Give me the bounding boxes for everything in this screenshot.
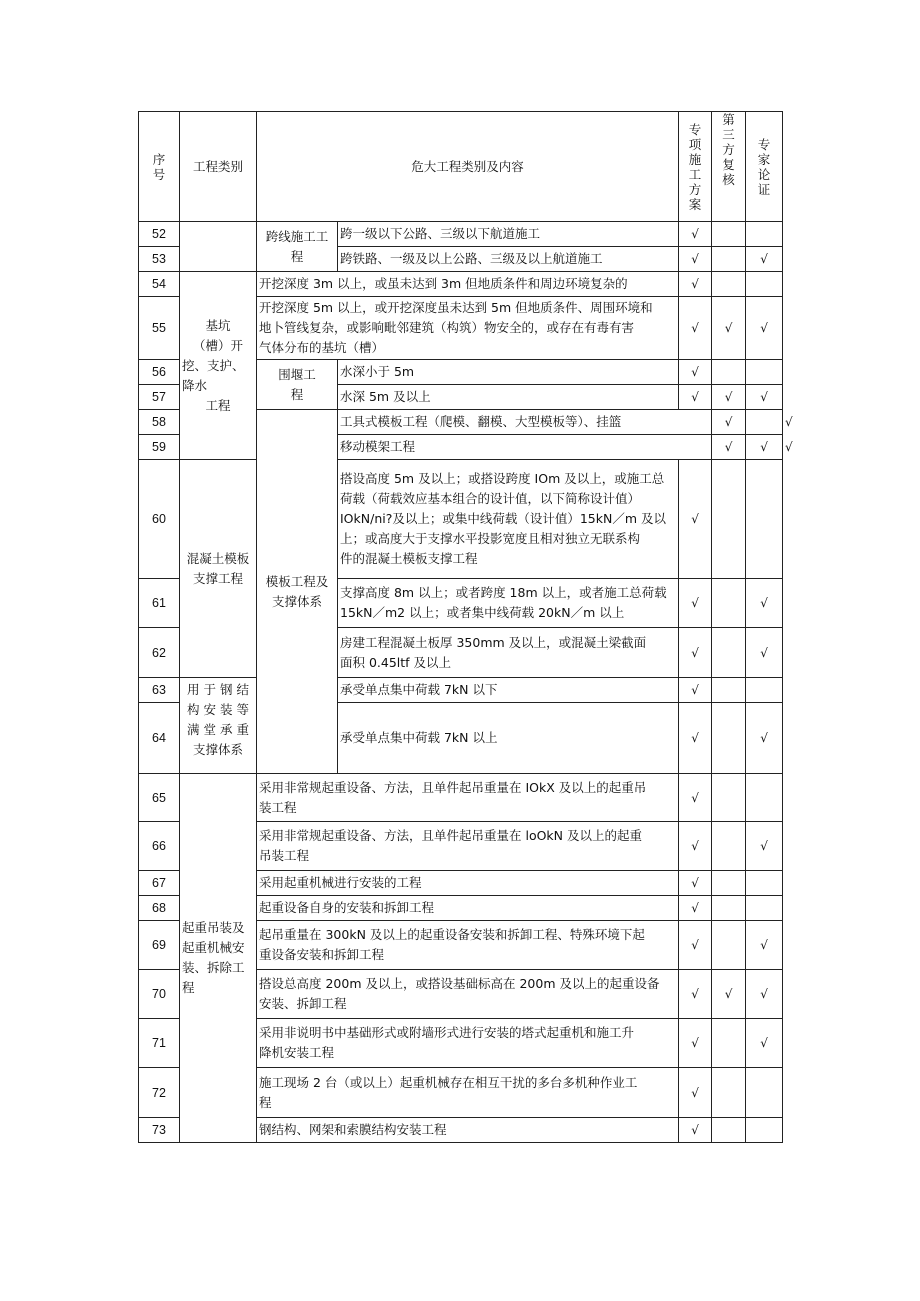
category-cell xyxy=(180,222,257,272)
text-line: 吊装工程 xyxy=(259,848,310,863)
text-line: 起吊重量在 300kN 及以上的起重设备安装和拆卸工程、特殊环境下起 xyxy=(259,927,645,942)
header-third-party-review xyxy=(712,112,746,222)
content-cell xyxy=(338,360,679,385)
text-line: 号 xyxy=(152,166,166,182)
table-row xyxy=(139,222,783,247)
text-line: 面积 0.45ltf 及以上 xyxy=(340,654,452,670)
text-line: 模板工程及 xyxy=(265,573,329,589)
content-cell xyxy=(257,1019,679,1068)
mark-third-party: √ xyxy=(746,435,783,460)
mark-expert: √ xyxy=(746,822,783,871)
mark-expert: √ xyxy=(746,703,783,774)
text-line: 专 xyxy=(688,121,702,137)
mark-special-plan: √ xyxy=(679,297,712,360)
text-line: 支撑体系 xyxy=(271,593,322,609)
content-cell xyxy=(257,1068,679,1118)
text-line: 搭设高度 5m 及以上；或搭设跨度 IOm 及以上，或施工总 xyxy=(340,471,665,486)
mark-special-plan: √ xyxy=(679,774,712,822)
text-line: 起重设备自身的安装和拆卸工程 xyxy=(259,900,435,915)
mark-special-plan: √ xyxy=(679,921,712,970)
row-number: 65 xyxy=(139,774,180,822)
mark-special-plan: √ xyxy=(679,222,712,247)
content-cell xyxy=(338,410,712,435)
text-line: 挖、支护、 xyxy=(182,357,245,373)
content-cell xyxy=(257,871,679,896)
text-line: 程 xyxy=(290,386,304,402)
text-line: 重设备安装和拆卸工程 xyxy=(259,947,385,962)
category-cell xyxy=(180,774,257,1143)
text-line: 工具式模板工程（爬模、翻模、大型模板等）、挂篮 xyxy=(340,414,622,429)
mark-special-plan: √ xyxy=(679,628,712,678)
mark-third-party xyxy=(712,579,746,628)
mark-special-plan: √ xyxy=(712,410,746,435)
text-line: 序 xyxy=(152,151,166,167)
mark-expert: √ xyxy=(746,921,783,970)
row-number: 70 xyxy=(139,970,180,1019)
content-cell xyxy=(257,297,679,360)
mark-expert xyxy=(746,360,783,385)
text-line: 支撑工程 xyxy=(192,570,243,586)
text-line: 跨一级以下公路、三级以下航道施工 xyxy=(340,226,541,241)
text-line: 方 xyxy=(688,181,702,197)
text-line: 专 xyxy=(757,136,771,152)
content-cell xyxy=(338,247,679,272)
content-cell xyxy=(338,435,712,460)
text-line: 围堰工 xyxy=(278,366,316,382)
mark-third-party xyxy=(712,1118,746,1143)
content-cell xyxy=(257,970,679,1019)
mark-special-plan: √ xyxy=(679,360,712,385)
text-line: 承受单点集中荷载 7kN 以下 xyxy=(340,682,498,697)
mark-expert xyxy=(746,1068,783,1118)
row-number: 52 xyxy=(139,222,180,247)
mark-third-party: √ xyxy=(712,297,746,360)
text-line: 降水 xyxy=(182,377,208,393)
text-line: 搭设总高度 200m 及以上，或搭设基础标高在 200m 及以上的起重设备 xyxy=(259,976,660,991)
mark-expert: √ xyxy=(746,1019,783,1068)
text-line: 采用非说明书中基础形式或附墙形式进行安装的塔式起重机和施工升 xyxy=(259,1025,635,1040)
mark-special-plan: √ xyxy=(679,385,712,410)
mark-third-party xyxy=(712,272,746,297)
subcategory-cell xyxy=(180,678,257,774)
header-category: 工程类别 xyxy=(180,112,257,222)
mark-expert: √ xyxy=(746,385,783,410)
text-line: 件的混凝土模板支撑工程 xyxy=(340,551,478,566)
text-line: 跨线施工工 xyxy=(265,228,329,244)
row-number: 66 xyxy=(139,822,180,871)
mark-expert: √ xyxy=(746,297,783,360)
row-number: 67 xyxy=(139,871,180,896)
mark-special-plan: √ xyxy=(679,1118,712,1143)
text-line: 证 xyxy=(757,181,771,197)
text-line: 满 堂 承 重 xyxy=(187,722,249,737)
text-line: 装、拆除工 xyxy=(182,960,245,975)
text-line: 钢结构、网架和索膜结构安装工程 xyxy=(259,1122,447,1137)
text-line: 三 xyxy=(722,127,735,142)
text-line: 跨铁路、一级及以上公路、三级及以上航道施工 xyxy=(340,251,603,266)
text-line: 程 xyxy=(290,248,304,264)
mark-third-party: √ xyxy=(712,970,746,1019)
mark-third-party xyxy=(712,822,746,871)
table-row: 59 移动模架工程 √ √ √ xyxy=(139,435,783,460)
text-line: 用 于 钢 结 xyxy=(187,682,249,697)
content-cell xyxy=(338,628,679,678)
text-line: 安装、拆卸工程 xyxy=(259,996,347,1011)
text-line: 上；或高度大于支撑水平投影宽度且相对独立无联系构 xyxy=(340,531,641,546)
text-line: 地卜管线复杂，或影响毗邻建筑（构筑）物安全的，或存在有毒有害 xyxy=(259,320,635,335)
text-line: 方 xyxy=(722,142,735,157)
hazard-table xyxy=(138,111,793,1143)
content-cell xyxy=(257,272,679,297)
row-number: 72 xyxy=(139,1068,180,1118)
mark-third-party xyxy=(712,460,746,579)
content-cell xyxy=(338,579,679,628)
mark-expert xyxy=(746,774,783,822)
content-cell xyxy=(257,1118,679,1143)
text-line: 降机安装工程 xyxy=(259,1045,335,1060)
header-content: 危大工程类别及内容 xyxy=(257,112,679,222)
text-line: 起重机械安 xyxy=(182,940,245,955)
text-line: 水深 5m 及以上 xyxy=(340,389,431,404)
row-number: 58 xyxy=(139,410,180,435)
text-line: 支撑体系 xyxy=(192,742,243,757)
mark-third-party: √ xyxy=(712,385,746,410)
text-line: 采用起重机械进行安装的工程 xyxy=(259,875,422,890)
mark-expert xyxy=(746,678,783,703)
mark-special-plan: √ xyxy=(679,460,712,579)
text-line: 家 xyxy=(757,151,771,167)
mark-special-plan: √ xyxy=(679,970,712,1019)
mark-third-party xyxy=(712,222,746,247)
content-cell xyxy=(257,896,679,921)
text-line: 采用非常规起重设备、方法，且单件起吊重量在 IOkX 及以上的起重吊 xyxy=(259,779,647,795)
text-line: 水深小于 5m xyxy=(340,364,415,379)
header-row xyxy=(139,112,783,222)
text-line: 装工程 xyxy=(259,799,297,815)
mark-special-plan: √ xyxy=(679,703,712,774)
mark-special-plan: √ xyxy=(679,871,712,896)
row-number: 60 xyxy=(139,460,180,579)
row-number: 63 xyxy=(139,678,180,703)
mark-third-party xyxy=(712,678,746,703)
text-line: 房建工程混凝土板厚 350mm 及以上，或混凝土梁截面 xyxy=(340,634,647,650)
text-line: 核 xyxy=(722,172,735,187)
text-line: 混凝土模板 xyxy=(186,550,250,566)
text-line: 工 xyxy=(688,166,702,182)
text-line: 复 xyxy=(722,157,735,172)
mark-third-party xyxy=(712,703,746,774)
row-number: 73 xyxy=(139,1118,180,1143)
row-number: 54 xyxy=(139,272,180,297)
table-row xyxy=(139,774,783,822)
text-line: （槽）开 xyxy=(192,337,243,353)
mark-expert xyxy=(746,222,783,247)
text-line: 工程 xyxy=(205,397,231,413)
text-line: 承受单点集中荷载 7kN 以上 xyxy=(340,730,498,745)
subcategory-cell xyxy=(257,360,338,410)
header-seq xyxy=(139,112,180,222)
mark-special-plan: √ xyxy=(679,1019,712,1068)
content-cell xyxy=(338,703,679,774)
mark-expert xyxy=(746,460,783,579)
mark-expert: √ xyxy=(746,628,783,678)
text-line: 采用非常规起重设备、方法，且单件起吊重量在 loOkN 及以上的起重 xyxy=(259,828,642,843)
subcategory-cell xyxy=(180,460,257,678)
row-number: 64 xyxy=(139,703,180,774)
text-line: 开挖深度 3m 以上，或虽未达到 3m 但地质条件和周边环境复杂的 xyxy=(259,276,628,291)
mark-expert: √ xyxy=(746,247,783,272)
content-cell xyxy=(338,385,679,410)
mark-special-plan: √ xyxy=(679,247,712,272)
mark-special-plan: √ xyxy=(712,435,746,460)
mark-third-party xyxy=(712,921,746,970)
mark-special-plan: √ xyxy=(679,579,712,628)
content-cell xyxy=(338,222,679,247)
mark-third-party xyxy=(712,1019,746,1068)
content-cell xyxy=(257,822,679,871)
row-number: 61 xyxy=(139,579,180,628)
text-line: 荷载（荷载效应基本组合的设计值，以下简称设计值） xyxy=(340,491,641,506)
mark-special-plan: √ xyxy=(679,822,712,871)
table-row xyxy=(139,678,783,703)
text-line: 施 xyxy=(688,151,702,167)
mark-third-party xyxy=(712,1068,746,1118)
text-line: 开挖深度 5m 以上，或开挖深度虽未达到 5m 但地质条件、周围环境和 xyxy=(259,300,653,315)
table-row xyxy=(139,272,783,297)
subcategory-cell xyxy=(257,222,338,272)
text-line: 支撑高度 8m 以上；或者跨度 18m 以上，或者施工总荷载 xyxy=(340,585,667,600)
content-cell xyxy=(257,774,679,822)
row-number: 69 xyxy=(139,921,180,970)
text-line: 案 xyxy=(688,196,702,212)
mark-third-party xyxy=(712,896,746,921)
row-number: 57 xyxy=(139,385,180,410)
text-line: 程 xyxy=(182,980,195,995)
text-line: 移动模架工程 xyxy=(340,439,416,454)
row-number: 68 xyxy=(139,896,180,921)
text-line: 气体分布的基坑（槽） xyxy=(259,340,385,355)
mark-third-party xyxy=(746,410,783,435)
mark-third-party xyxy=(712,871,746,896)
mark-expert xyxy=(746,896,783,921)
table-row: 58 模板工程及 支撑体系 工具式模板工程（爬模、翻模、大型模板等）、挂篮 √ √ xyxy=(139,410,783,435)
row-number: 56 xyxy=(139,360,180,385)
table-row xyxy=(139,460,783,579)
mark-expert xyxy=(746,272,783,297)
mark-third-party xyxy=(712,360,746,385)
text-line: 构 安 装 等 xyxy=(187,702,249,717)
mark-expert: √ xyxy=(746,579,783,628)
category-cell xyxy=(257,410,338,774)
mark-third-party xyxy=(712,247,746,272)
text-line: 项 xyxy=(688,136,702,152)
category-cell xyxy=(180,272,257,460)
text-line: 15kN／m2 以上；或者集中线荷载 20kN／m 以上 xyxy=(340,605,625,620)
content-cell xyxy=(338,678,679,703)
text-line: IOkN/ni?及以上；或集中线荷载（设计值）15kN／m 及以 xyxy=(340,511,667,526)
row-number: 62 xyxy=(139,628,180,678)
mark-third-party xyxy=(712,774,746,822)
text-line: 基坑 xyxy=(205,317,231,333)
row-number: 55 xyxy=(139,297,180,360)
text-line: 程 xyxy=(259,1094,272,1110)
text-line: 第 xyxy=(722,112,735,127)
row-number: 71 xyxy=(139,1019,180,1068)
row-number: 53 xyxy=(139,247,180,272)
mark-special-plan: √ xyxy=(679,1068,712,1118)
mark-special-plan: √ xyxy=(679,896,712,921)
header-expert-review xyxy=(746,112,783,222)
text-line: 施工现场 2 台（或以上）起重机械存在相互干扰的多台多机种作业工 xyxy=(259,1074,638,1090)
content-cell xyxy=(338,460,679,579)
mark-expert xyxy=(746,871,783,896)
header-special-plan xyxy=(679,112,712,222)
text-line: 起重吊装及 xyxy=(182,920,245,935)
mark-expert xyxy=(746,1118,783,1143)
row-number: 59 xyxy=(139,435,180,460)
mark-expert: √ xyxy=(746,970,783,1019)
mark-special-plan: √ xyxy=(679,678,712,703)
mark-special-plan: √ xyxy=(679,272,712,297)
text-line: 论 xyxy=(757,166,771,182)
content-cell xyxy=(257,921,679,970)
mark-third-party xyxy=(712,628,746,678)
